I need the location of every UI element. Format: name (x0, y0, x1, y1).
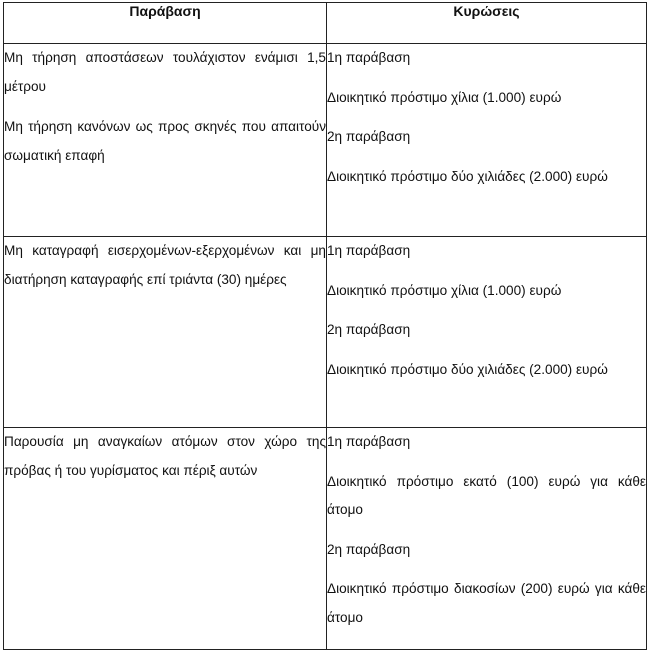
table-row (4, 44, 647, 237)
header-row (4, 3, 647, 44)
penalty-cell (327, 428, 647, 650)
penalty-cell (327, 44, 647, 237)
fine-text: Διοικητικό πρόστιμο δύο χιλιάδες (2.000) ευρώ (327, 168, 608, 184)
fine-text: Διοικητικό πρόστιμο δύο χιλιάδες (2.000) ευρώ (327, 361, 608, 377)
offense-label: 2η παράβαση (327, 541, 411, 557)
table-row (4, 237, 647, 428)
penalty-cell (327, 237, 647, 428)
fine-text: Διοικητικό πρόστιμο χίλια (1.000) ευρώ (327, 89, 562, 105)
offense-label: 2η παράβαση (327, 129, 411, 144)
offense-label: 1η παράβαση (327, 243, 411, 258)
violation-text: Μη τήρηση αποστάσεων τουλάχιστον ενάμισι 1,5 μέτρου (4, 50, 326, 94)
fine-text: Διοικητικό πρόστιμο διακοσίων (200) ευρώ για κάθε άτομο (327, 581, 646, 625)
violation-text: Μη καταγραφή εισερχομένων-εξερχομένων και μη διατήρηση καταγραφής επί τριάντα (30) ημέρες (4, 243, 326, 287)
offense-label: 1η παράβαση (327, 50, 411, 65)
violation-text: Μη τήρηση κανόνων ως προς σκηνές που απαιτούν σωματική επαφή (4, 119, 326, 163)
violation-cell (4, 44, 327, 237)
violation-cell (4, 428, 327, 650)
table-row (4, 428, 647, 650)
fine-text: Διοικητικό πρόστιμο εκατό (100) ευρώ για κάθε άτομο (327, 473, 646, 517)
violation-cell (4, 237, 327, 428)
offense-label: 2η παράβαση (327, 322, 411, 337)
penalties-table (3, 2, 647, 650)
header-violation: Παράβαση (4, 3, 327, 44)
fine-text: Διοικητικό πρόστιμο χίλια (1.000) ευρώ (327, 282, 562, 298)
violation-text: Παρουσία μη αναγκαίων ατόμων στον χώρο της πρόβας ή του γυρίσματος και πέριξ αυτών (4, 434, 326, 478)
offense-label: 1η παράβαση (327, 434, 411, 449)
header-penalties: Κυρώσεις (327, 3, 647, 44)
